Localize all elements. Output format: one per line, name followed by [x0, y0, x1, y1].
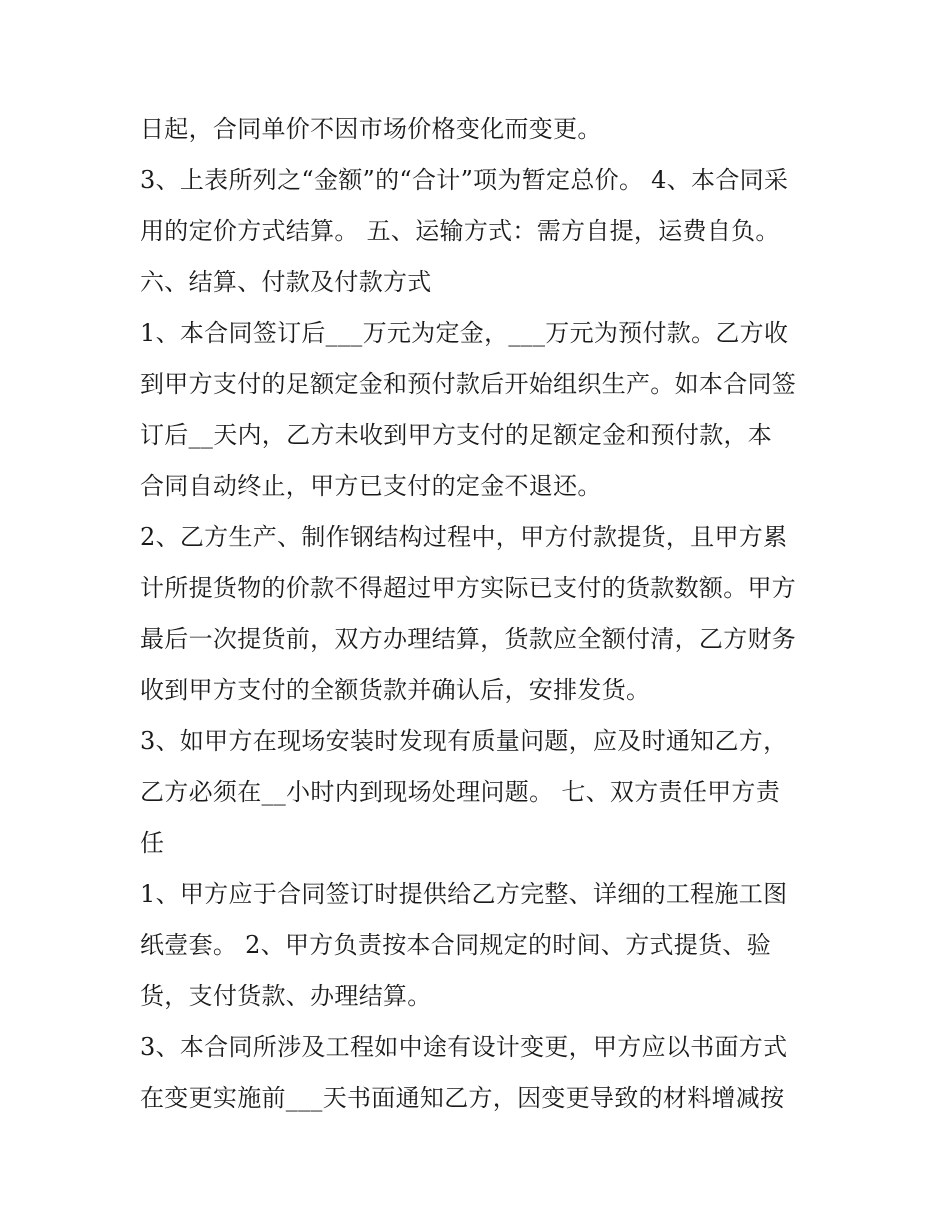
text-line: 到甲方支付的足额定金和预付款后开始组织生产。如本合同签	[140, 370, 797, 398]
text-line: 任	[140, 829, 165, 857]
text-line: 最后一次提货前，双方办理结算，货款应全额付清，乙方财务	[140, 625, 797, 653]
section-heading-settlement: 六、结算、付款及付款方式	[140, 268, 432, 296]
text-line: 在变更实施前___天书面通知乙方，因变更导致的材料增减按	[140, 1084, 785, 1112]
text-line: 3、本合同所涉及工程如中途有设计变更，甲方应以书面方式	[140, 1033, 788, 1061]
text-line: 3、上表所列之“金额”的“合计”项为暂定总价。 4、本合同采	[140, 166, 789, 194]
text-line: 收到甲方支付的全额货款并确认后，安排发货。	[140, 676, 651, 704]
text-line: 乙方必须在__小时内到现场处理问题。 七、双方责任甲方责	[140, 778, 781, 806]
text-line: 计所提货物的价款不得超过甲方实际已支付的货款数额。甲方	[140, 574, 797, 602]
contract-text-body	[140, 104, 820, 1124]
text-line: 纸壹套。 2、甲方负责按本合同规定的时间、方式提货、验	[140, 931, 771, 959]
text-line: 3、如甲方在现场安装时发现有质量问题，应及时通知乙方，	[140, 727, 788, 755]
text-line: 用的定价方式结算。 五、运输方式：需方自提，运费自负。	[140, 217, 780, 245]
text-line: 货，支付货款、办理结算。	[140, 982, 432, 1010]
text-line: 1、本合同签订后___万元为定金，___万元为预付款。乙方收	[140, 319, 789, 347]
text-line: 2、乙方生产、制作钢结构过程中，甲方付款提货，且甲方累	[140, 523, 788, 551]
text-line: 订后__天内，乙方未收到甲方支付的足额定金和预付款，本	[140, 421, 773, 449]
text-line: 合同自动终止，甲方已支付的定金不退还。	[140, 472, 602, 500]
text-line: 1、甲方应于合同签订时提供给乙方完整、详细的工程施工图	[140, 880, 788, 908]
text-line: 日起，合同单价不因市场价格变化而变更。	[140, 115, 602, 143]
